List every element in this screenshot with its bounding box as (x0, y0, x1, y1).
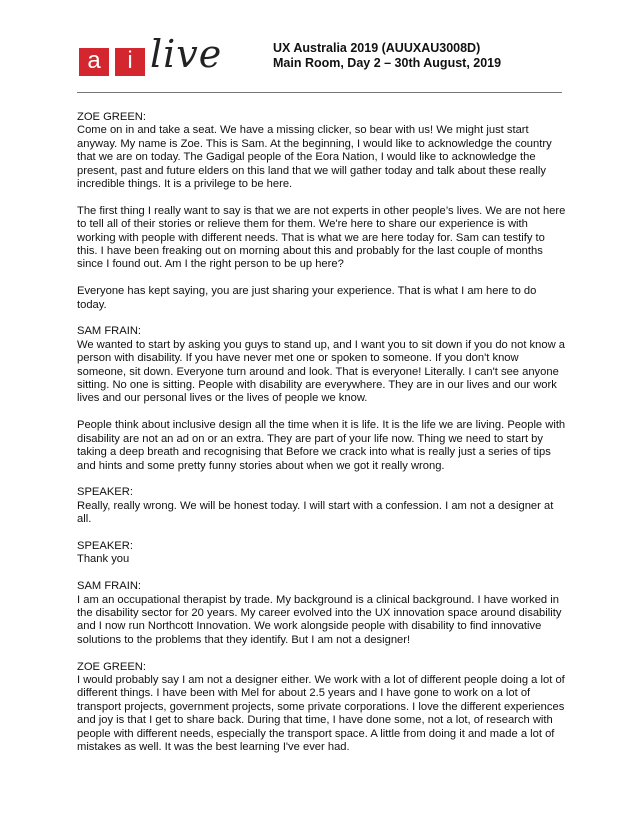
speaker-label: SPEAKER: (77, 486, 133, 499)
speaker-label: SPEAKER: (77, 539, 133, 552)
transcript-paragraph: People think about inclusive design all the time when it is life. It is the life we are living. People with disability are not an ad on or an extra. They are part of your life now. Thing we need to start by taking a deep breath and recognising that Before we crack into what is really just a series of tips and hints and some pretty funny stories about when we got it really wrong. (77, 419, 566, 472)
transcript-block (77, 205, 567, 272)
transcript-body (77, 111, 567, 768)
transcript-block (77, 661, 567, 755)
logo-word-live: live (150, 32, 223, 76)
transcript-block (77, 111, 567, 191)
transcript-block (77, 325, 567, 405)
speaker-label: SAM FRAIN: (77, 325, 142, 338)
transcript-paragraph: We wanted to start by asking you guys to stand up, and I want you to sit down if you do not know a person with disability. If you have never met one or spoken to someone. If you don't know someone, sit down. Everyone turn around and look. That is everyone! Literally. I can't see anyone sitting. No one is sitting. People with disability are everywhere. They are in our lives and our work lives and our personal lives or the lives of people we know. (77, 338, 565, 405)
transcript-paragraph: I would probably say I am not a designer either. We work with a lot of different people doing a lot of different things. I have been with Mel for about 2.5 years and I have gone to work on a lot of transport projects, government projects, some private corporations. I love the different experiences and joy is that I get to share back. During that time, I have done some, not a lot, of research with people with different needs, especially the transport space. A little from doing it and made a lot of mistakes as well. It was the best learning I've ever had. (77, 673, 565, 753)
header-event-line: UX Australia 2019 (AUUXAU3008D) (273, 41, 481, 55)
transcript-block (77, 580, 567, 647)
header-divider (77, 92, 562, 93)
document-header (273, 41, 501, 71)
header-session-line: Main Room, Day 2 – 30th August, 2019 (273, 56, 502, 70)
transcript-paragraph: Thank you (77, 553, 130, 566)
transcript-block (77, 540, 567, 567)
logo-box-a: a (79, 48, 109, 76)
transcript-paragraph: Everyone has kept saying, you are just sharing your experience. That is what I am here to do today. (77, 285, 537, 311)
speaker-label: ZOE GREEN: (77, 660, 146, 673)
ai-live-logo (79, 32, 229, 80)
transcript-block (77, 419, 567, 473)
transcript-paragraph: I am an occupational therapist by trade. My background is a clinical background. I have worked in the disability sector for 20 years. My career evolved into the UX innovation space around disability and I now run Northcott Innovation. We work alongside people with disability to find innovative solutions to the problems that they identify. But I am not a designer! (77, 593, 562, 646)
transcript-paragraph: Really, really wrong. We will be honest today. I will start with a confession. I am not a designer at all. (77, 499, 554, 526)
transcript-block (77, 285, 567, 312)
speaker-label: SAM FRAIN: (77, 580, 142, 593)
transcript-paragraph: The first thing I really want to say is that we are not experts in other people’s lives. We are not here to tell all of their stories or relieve them for them. We're here to share our experience is with working with people with different needs. That is what we are here today for. Sam can testify to this. I have been freaking out on morning about this and probably for the last couple of months since I found out. Am I the right person to be up here? (77, 204, 566, 271)
transcript-block (77, 486, 567, 526)
speaker-label: ZOE GREEN: (77, 111, 146, 123)
logo-box-i: i (115, 48, 145, 76)
transcript-paragraph: Come on in and take a seat. We have a missing clicker, so bear with us! We might just start anyway. My name is Zoe. This is Sam. At the beginning, I would like to acknowledge the country that we are on today. The Gadigal people of the Eora Nation, I would like to acknowledge the present, past and future elders on this land that we will gather today and talk about these really incredible things. It is a privilege to be here. (77, 124, 552, 191)
